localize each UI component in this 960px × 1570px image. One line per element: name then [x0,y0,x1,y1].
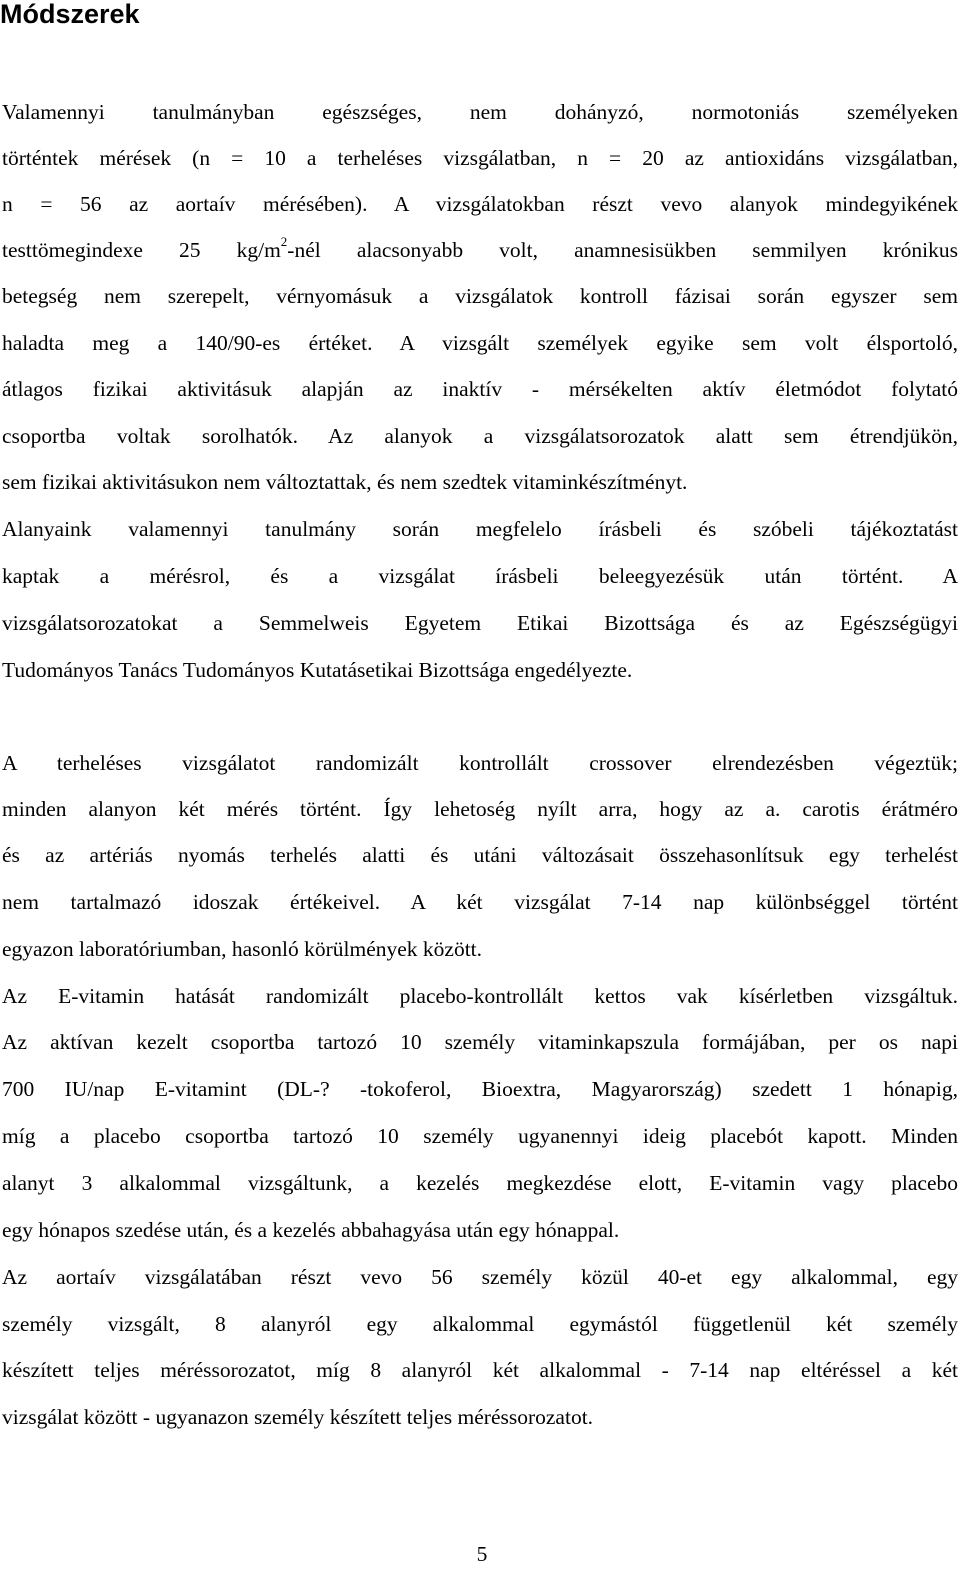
text-line: Az E-vitamin hatását randomizált placebo-kontrollált kettos vak kísérletben vizsgáltuk. [2,984,958,1008]
text-fragment: testtömegindexe 25 kg/m [2,238,281,262]
text-line: egyazon laboratóriumban, hasonló körülmények között. [2,937,483,961]
text-line: kaptak a mérésrol, és a vizsgálat írásbeli beleegyezésük után történt. A [2,564,958,588]
text-line: csoportba voltak sorolhatók. Az alanyok a vizsgálatsorozatok alatt sem étrendjükön, [2,424,958,448]
page-number: 5 [476,1542,488,1566]
text-line: Alanyaink valamennyi tanulmány során megfelelo írásbeli és szóbeli tájékoztatást [2,517,958,541]
text-line: és az artériás nyomás terhelés alatti és utáni változásait összehasonlítsuk egy terhelést [2,843,958,867]
text-line: történtek mérések (n = 10 a terheléses vizsgálatban, n = 20 az antioxidáns vizsgálatban, [2,146,958,170]
text-line: vizsgálatsorozatokat a Semmelweis Egyetem Etikai Bizottsága és az Egészségügyi [2,611,958,635]
superscript: 2 [280,233,288,249]
text-line: minden alanyon két mérés történt. Így lehetoség nyílt arra, hogy az a. carotis érátméro [2,797,958,821]
text-line: alanyt 3 alkalommal vizsgáltunk, a kezelés megkezdése elott, E-vitamin vagy placebo [2,1171,958,1195]
text-line: nem tartalmazó idoszak értékeivel. A két vizsgálat 7-14 nap különbséggel történt [2,890,958,914]
text-fragment: -nél alacsonyabb volt, anamnesisükben semmilyen krónikus [287,238,958,262]
text-line: vizsgálat között - ugyanazon személy készített teljes méréssorozatot. [2,1405,594,1429]
text-line: míg a placebo csoportba tartozó 10 személy ugyanennyi ideig placebót kapott. Minden [2,1124,958,1148]
text-line: A terheléses vizsgálatot randomizált kontrollált crossover elrendezésben végeztük; [2,751,958,775]
text-line: n = 56 az aortaív mérésében). A vizsgálatokban részt vevo alanyok mindegyikének [2,192,958,216]
text-line: személy vizsgált, 8 alanyról egy alkalommal egymástól függetlenül két személy [2,1312,958,1336]
text-line: Tudományos Tanács Tudományos Kutatásetikai Bizottsága engedélyezte. [2,658,633,682]
text-line: betegség nem szerepelt, vérnyomásuk a vizsgálatok kontroll fázisai során egyszer sem [2,284,958,308]
text-line: Az aortaív vizsgálatában részt vevo 56 személy közül 40-et egy alkalommal, egy [2,1265,958,1289]
section-heading: Módszerek [0,0,140,29]
text-line: 700 IU/nap E-vitamint (DL-? -tokoferol, Bioextra, Magyarország) szedett 1 hónapig, [2,1077,958,1101]
text-line: átlagos fizikai aktivitásuk alapján az inaktív - mérsékelten aktív életmódot folytató [2,377,958,401]
text-line: Valamennyi tanulmányban egészséges, nem dohányzó, normotoniás személyeken [2,100,958,124]
text-line-bmi [2,235,958,265]
text-line: készített teljes méréssorozatot, míg 8 alanyról két alkalommal - 7-14 nap eltéréssel a két [2,1358,958,1382]
text-line: Az aktívan kezelt csoportba tartozó 10 személy vitaminkapszula formájában, per os napi [2,1030,958,1054]
text-line: sem fizikai aktivitásukon nem változtattak, és nem szedtek vitaminkészítményt. [2,470,688,494]
text-line: egy hónapos szedése után, és a kezelés abbahagyása után egy hónappal. [2,1218,620,1242]
text-line: haladta meg a 140/90-es értéket. A vizsgált személyek egyike sem volt élsportoló, [2,331,958,355]
